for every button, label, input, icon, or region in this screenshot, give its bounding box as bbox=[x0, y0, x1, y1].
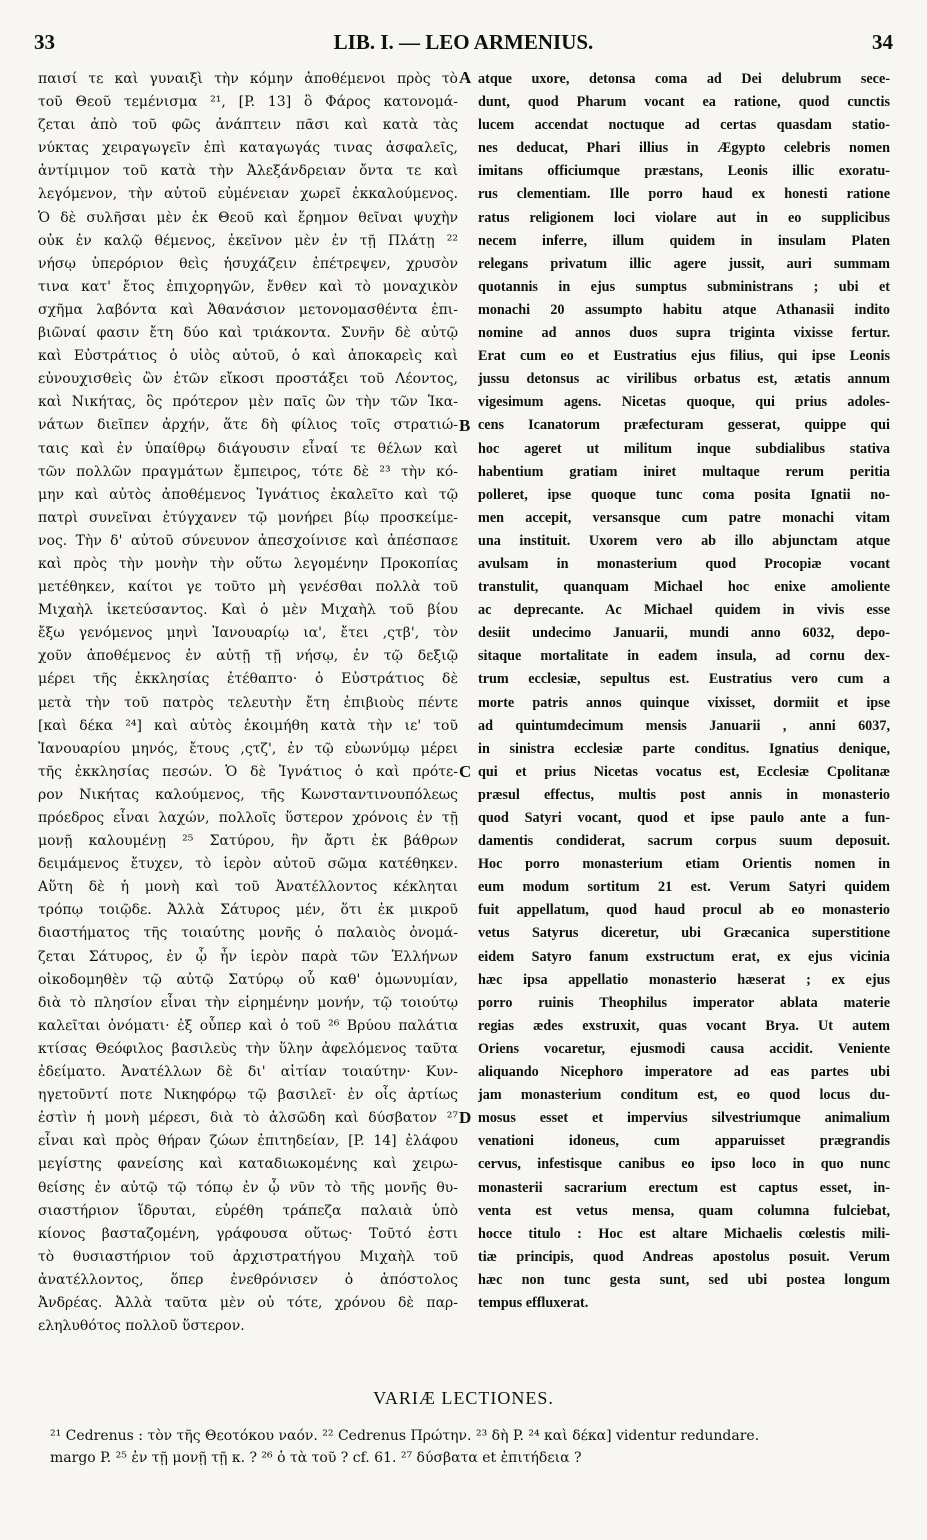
latin-text-line: transtulit, quanquam Michael hoc enixe amoliente bbox=[478, 579, 890, 596]
greek-text-line: μην καὶ αὐτὸς ἀποθέμενος Ἰγνάτιος ἐκαλεῖτο καὶ τῷ bbox=[38, 486, 458, 503]
latin-text-line: polleret, ipse quoque tunc coma posita Ignatii no- bbox=[478, 486, 890, 503]
greek-text-line: λεγόμενον, τὴν αὐτοῦ εὐμένειαν χωρεῖ ἐκκαλούμενος. bbox=[38, 186, 458, 203]
latin-text-line: venta est vetus mensa, quam columna fulciebat, bbox=[478, 1202, 890, 1219]
greek-text-line: ταις καὶ ἐν ὑπαίθρῳ διάγουσιν εἶναί τε θέλων καὶ bbox=[38, 440, 458, 457]
footnote-line: ²¹ Cedrenus : τὸν τῆς Θεοτόκου ναόν. ²² Cedrenus Πρώτην. ²³ δὴ P. ²⁴ καὶ δέκα] videntur redundare. bbox=[50, 1428, 760, 1444]
greek-text-line: τινα κατ' ἔτος ἐπιχορηγῶν, ἔνθεν καὶ τὸ μοναχικὸν bbox=[38, 278, 458, 295]
latin-text-line: imitans officiumque præstans, Leonis illic exoratu- bbox=[478, 163, 890, 180]
greek-text-line: ἀνατέλλοντος, ὅπερ ἐνεθρόνισεν ὁ ἀπόστολος bbox=[38, 1271, 458, 1288]
margin-marker-a: A bbox=[459, 68, 472, 87]
latin-text-line: quod Satyri vocant, quod et ipse paulo ante a fun- bbox=[478, 810, 890, 826]
greek-text-line: Μιχαὴλ ἱκετεύσαντος. Καὶ ὁ μὲν Μιχαὴλ τοῦ βίου bbox=[38, 602, 458, 619]
latin-text-line: in sinistra ecclesiæ parte conditus. Ignatius denique, bbox=[478, 740, 890, 757]
greek-text-line: Αὕτη δὲ ἡ μονὴ καὶ τοῦ Ἀνατέλλοντος κέκληται bbox=[38, 879, 458, 896]
latin-text-line: vigesimum agens. Nicetas quoque, qui prius adoles- bbox=[478, 394, 890, 411]
greek-text-line: παισί τε καὶ γυναιξὶ τὴν κόμην ἀποθέμενοι πρὸς τὸ bbox=[38, 71, 458, 87]
greek-text-line: τῶν πολλῶν πραγμάτων ἔμπειρος, τότε δὲ ²³ τὴν κό- bbox=[38, 463, 458, 480]
greek-text-line: καλεῖται ὀνόματι· ἐξ οὗπερ καὶ ὁ τοῦ ²⁶ Βρύου παλάτια bbox=[38, 1017, 458, 1034]
greek-text-line: εληλυθότος πολλοῦ ὕστερον. bbox=[38, 1318, 245, 1335]
greek-text-line: πρόεδρος εἶναι λαχών, πολλοῖς ὕστερον χρόνοις ἐν τῇ bbox=[38, 810, 458, 826]
greek-text-line: ἀντίμιμον τοῦ κατὰ τὴν Ἀλεξάνδρειαν ὄντα τε καὶ bbox=[38, 163, 458, 180]
latin-text-line: una instituit. Uxorem vero ab illo abjunctam atque bbox=[478, 532, 890, 549]
greek-text-line: θείσης ἐν αὐτῷ τῷ τόπῳ ἐν ᾧ νῦν τὸ τῆς μονῆς θυ- bbox=[38, 1179, 458, 1196]
running-title: LIB. I. — LEO ARMENIUS. bbox=[333, 30, 594, 54]
greek-text-line: ζεται ἀπὸ τοῦ φῶς ἀνάπτειν πᾶσι καὶ κατὰ τὰς bbox=[38, 117, 458, 134]
page-number-left: 33 bbox=[34, 30, 55, 54]
latin-text-line: nomine ad annos duos supra triginta vixisse fertur. bbox=[478, 325, 890, 342]
greek-text-line: ρον Νικήτας καλούμενος, τῆς Κωνσταντινουπόλεως bbox=[38, 786, 458, 803]
greek-text-line: κίονος βασταζομένη, γράφουσα οὕτως· Τοῦτό ἐστι bbox=[38, 1225, 458, 1242]
latin-text-line: jam monasterium conditum est, eo quod locus du- bbox=[478, 1087, 890, 1104]
greek-text-line: νύκτας χειραγωγεῖν ἐπὶ καταγωγάς τινας ἀσφαλεῖς, bbox=[38, 140, 458, 157]
greek-text-line: κτίσας Θεόφιλος βασιλεὺς τὴν ὕλην ἀφελόμενος ταῦτα bbox=[38, 1040, 458, 1057]
greek-text-line: ηγετοῦντί ποτε Νικηφόρῳ τῷ βασιλεῖ· ἐν οἷς ἀρτίως bbox=[38, 1087, 458, 1104]
greek-text-line: οἰκοδομηθὲν τῷ αὐτῷ Σατύρῳ οὗ καθ' ὁμωνυμίαν, bbox=[38, 971, 458, 988]
greek-text-line: εὐνουχισθεὶς ὢν ἐτῶν εἴκοσι προστάξει τοῦ Λέοντος, bbox=[38, 371, 458, 388]
greek-text-line: διαστήματος τῆς τοιαύτης μονῆς ὁ παλαιὸς ὀνομά- bbox=[38, 925, 458, 942]
greek-text-line: τῆς ἐκκλησίας πεσών. Ὁ δὲ Ἰγνάτιος ὁ καὶ πρότε- bbox=[38, 763, 458, 780]
latin-text-line: mosus esset et impervius silvestriumque animalium bbox=[478, 1110, 890, 1127]
latin-text-line: præsul effectus, multis post annis in monasterio bbox=[478, 786, 890, 803]
greek-text-line: Ἰανουαρίου μηνός, ἔτους ,ςτζ', ἐν τῷ εὐωνύμῳ μέρει bbox=[38, 740, 458, 757]
greek-text-line: [καὶ δέκα ²⁴] καὶ αὐτὸς ἐκοιμήθη κατὰ τὴν ιε' τοῦ bbox=[38, 717, 458, 734]
latin-text-line: damentis condiderat, sacrum corpus suum deposuit. bbox=[478, 833, 890, 850]
latin-text-line: tempus effluxerat. bbox=[478, 1294, 589, 1311]
running-header bbox=[34, 30, 893, 66]
latin-column bbox=[478, 68, 890, 1315]
greek-text-line: τὸ θυσιαστήριον τοῦ ἀρχιστρατήγου Μιχαὴλ τοῦ bbox=[38, 1248, 458, 1265]
latin-text-line: dunt, quod Pharum vocant ea ratione, quod cunctis bbox=[478, 94, 890, 111]
margin-marker-c: C bbox=[459, 762, 472, 781]
margin-marker-b: B bbox=[459, 416, 471, 435]
greek-text-line: ἔξω γενόμενος μηνὶ Ἰανουαρίῳ ια', ἔτει ,ςτβ', τὸν bbox=[38, 625, 458, 642]
greek-text-line: δειμάμενος ἔτυχεν, τὸ ἱερὸν αὐτοῦ σῶμα κατέθηκεν. bbox=[38, 856, 458, 873]
footnote-line: margo P. ²⁵ ἐν τῇ μονῇ τῇ κ. ? ²⁶ ὁ τὰ τοῦ ? cf. 61. ²⁷ δύσβατα et ἐπιτήδεια ? bbox=[50, 1450, 582, 1466]
latin-text-line: quotannis in ejus sumptus subministrans ; ubi et bbox=[478, 278, 890, 295]
latin-text-line: ad quintumdecimum mensis Januarii , anni 6037, bbox=[478, 717, 890, 734]
greek-text-line: ἐδείματο. Ἀνατέλλων δὲ δι' αἰτίαν τοιαύτην· Κυν- bbox=[38, 1064, 458, 1081]
latin-text-line: cens Icanatorum præfecturam gesserat, quippe qui bbox=[478, 417, 890, 434]
latin-text-line: eum modum sortitum 21 est. Verum Satyri quidem bbox=[478, 879, 890, 896]
greek-text-line: ἐστὶν ἡ μονὴ μέρεσι, διὰ τὸ ἀλσῶδη καὶ δύσβατον ²⁷ bbox=[38, 1110, 458, 1127]
latin-text-line: hæc ipsa appellatio monasterio hæserat ; ex ejus bbox=[478, 971, 890, 988]
latin-text-line: tiæ principis, quod Andreas apostolus posuit. Verum bbox=[478, 1248, 890, 1265]
latin-text-line: hæc non tunc gesta sunt, sed ubi postea longum bbox=[478, 1271, 890, 1288]
latin-text-line: qui et prius Nicetas vocatus est, Ecclesiæ Cpolitanæ bbox=[478, 763, 890, 780]
greek-text-line: μέρει τῆς ἐκκλησίας ἐτέθαπτο· ὁ Εὐστράτιος δὲ bbox=[38, 671, 458, 688]
latin-text-line: nes deducat, Phari illius in Ægypto celebris nomen bbox=[478, 140, 890, 157]
latin-text-line: Oriens vocaretur, ejusmodi causa accidit. Veniente bbox=[478, 1040, 890, 1057]
greek-text-line: καὶ Νικήτας, ὃς πρότερον μὲν παῖς ὢν τὴν τῶν Ἱκα- bbox=[38, 394, 458, 411]
greek-text-line: σχῆμα λαβόντα καὶ Ἀθανάσιον μετονομασθέντα ἐπι- bbox=[38, 301, 458, 318]
greek-text-line: Ὁ δὲ συλῆσαι μὲν ἐκ Θεοῦ καὶ ἔρημον θεῖναι ψυχὴν bbox=[38, 209, 458, 226]
latin-text-line: jussu detonsus ac virilibus orbatus est, ætatis annum bbox=[478, 371, 890, 388]
latin-text-line: venationi idoneus, cum apparuisset prægrandis bbox=[478, 1133, 890, 1150]
greek-text-line: νάτων διεῖπεν ἀρχήν, ἅτε δὴ φίλιος τοῖς στρατιώ- bbox=[38, 417, 458, 434]
latin-text-line: eidem Satyro fanum exstructum erat, ex ejus vicinia bbox=[478, 948, 890, 965]
greek-text-line: μετέθηκεν, καίτοι γε τοῦτο μὴ γενέσθαι πολλὰ τοῦ bbox=[38, 579, 458, 596]
latin-text-line: sitaque mortalitate in eadem insula, ad cornu dex- bbox=[478, 648, 890, 665]
greek-text-line: σιαστήριον ἵδρυται, εὑρέθη τράπεζα παλαιὰ ὑπὸ bbox=[38, 1202, 458, 1219]
latin-text-line: necem inferre, illum quidem in insulam Platen bbox=[478, 232, 890, 249]
latin-text-line: avulsam in monasterium quod Procopiæ vocant bbox=[478, 555, 890, 572]
latin-text-line: trum ecclesiæ, sepultus est. Eustratius vero cum a bbox=[478, 671, 890, 688]
greek-text-line: μονῇ καλουμένῃ ²⁵ Σατύρου, ἣν ἄρτι ἐκ βάθρων bbox=[38, 833, 458, 850]
greek-text-line: ζεται Σάτυρος, ἐν ᾧ ἦν ἱερὸν παρὰ τῶν Ἑλλήνων bbox=[38, 948, 458, 965]
latin-text-line: rus clementiam. Ille porro haud ex honesti ratione bbox=[478, 186, 890, 203]
latin-text-line: hocce titulo : Hoc est altare Michaelis cœlestis mili- bbox=[478, 1225, 890, 1242]
variae-lectiones-heading: VARIÆ LECTIONES. bbox=[373, 1388, 554, 1408]
latin-text-line: porro ruinis Theophilus imperator ablata materie bbox=[478, 994, 890, 1011]
greek-text-line: καὶ Εὐστράτιος ὁ υἱὸς αὐτοῦ, ὁ καὶ ἀποκαρεὶς καὶ bbox=[38, 348, 458, 365]
greek-text-line: τρόπῳ τοιῷδε. Ἀλλὰ Σάτυρος μέν, ὅτι ἐκ μικροῦ bbox=[38, 902, 458, 919]
latin-text-line: ratus religionem loci violare aut in eo supplicibus bbox=[478, 209, 890, 226]
latin-text-line: relegans privatum illic agere jussit, auri summam bbox=[478, 255, 890, 272]
greek-text-line: πατρὶ συνεῖναι ἐτύγχανεν τῷ μονήρει βίῳ προσκείμε- bbox=[38, 509, 458, 526]
page-number-right: 34 bbox=[872, 30, 893, 54]
greek-text-line: μεγίστης φανείσης καὶ καταδιωκομένης καὶ χειρω- bbox=[38, 1156, 458, 1173]
footnotes bbox=[50, 1425, 893, 1469]
margin-marker-d: D bbox=[459, 1108, 472, 1127]
greek-text-line: χοῦν ἀποθέμενος ἐν αὐτῇ τῇ νήσῳ, ἐν τῷ δεξιῷ bbox=[38, 648, 458, 665]
latin-text-line: desiit undecimo Januarii, mundi anno 6032, depo- bbox=[478, 625, 890, 642]
greek-text-line: καὶ πρὸς τὴν μονὴν τὴν οὕτω λεγομένην Προκοπίας bbox=[38, 555, 458, 572]
latin-text-line: vetus Satyrus diceretur, ubi Græcanica superstitione bbox=[478, 925, 890, 942]
greek-text-line: οὐκ ἐν καλῷ θέμενος, ἐκεῖνον μὲν ἐν τῇ Πλάτῃ ²² bbox=[38, 232, 458, 249]
greek-text-line: Ἀνδρέας. Ἀλλὰ ταῦτα μὲν οὐ τότε, χρόνου δὲ παρ- bbox=[38, 1294, 458, 1311]
greek-text-line: μετὰ τὴν τοῦ πατρὸς τελευτὴν ἔτη ἐπιβιοὺς πέντε bbox=[38, 694, 458, 711]
latin-text-line: Hoc porro monasterium etiam Orientis nomen in bbox=[478, 856, 890, 873]
greek-text-line: διὰ τὸ πλησίον εἶναι τὴν εἰρημένην μονήν, τῷ τοιούτῳ bbox=[38, 994, 458, 1011]
latin-text-line: regias ædes exstruxit, quas vocant Brya. Ut autem bbox=[478, 1017, 890, 1034]
greek-text-line: βιῶναί φασιν ἔτη δύο καὶ τριάκοντα. Συνῆν δὲ αὐτῷ bbox=[38, 325, 458, 342]
latin-text-line: habentium gratiam iniret multaque rerum peritia bbox=[478, 463, 890, 480]
latin-text-line: men accepit, versansque cum patre monachi vitam bbox=[478, 509, 890, 526]
greek-text-line: τοῦ Θεοῦ τεμένισμα ²¹, [P. 13] ὃ Φάρος κατονομά- bbox=[38, 94, 458, 111]
latin-text-line: cervus, infestisque canibus eo ipso loco in quo nunc bbox=[478, 1156, 890, 1173]
greek-column bbox=[38, 68, 458, 1338]
latin-text-line: aliquando Nicephoro imperatore ad eas partes ubi bbox=[478, 1064, 890, 1081]
greek-text-line: εἶναι καὶ πρὸς θήραν ζώων ἐπιτηδείαν, [P. 14] ἐλάφου bbox=[38, 1133, 458, 1150]
latin-text-line: monasterii sacrarium erectum est captus esset, in- bbox=[478, 1179, 890, 1196]
latin-text-line: morte patris annos quinque vixisset, dormiit et ipse bbox=[478, 694, 890, 711]
latin-text-line: hoc ageret ut militum inque subdialibus stativa bbox=[478, 440, 890, 457]
latin-text-line: lucem accendat noctuque ad certas quasdam statio- bbox=[478, 117, 890, 134]
greek-text-line: νήσῳ ὑπερόριον θεὶς ἡσυχάζειν ἐπέτρεψεν, χρυσὸν bbox=[38, 255, 458, 272]
latin-text-line: ac deprecante. Ac Michael quidem in vivis esse bbox=[478, 602, 890, 619]
greek-text-line: νος. Τὴν δ' αὐτοῦ σύνευνον ἀπεσχοίνισε καὶ ἀπέσπασε bbox=[38, 532, 458, 549]
latin-text-line: fuit appellatum, quod haud procul ab eo monasterio bbox=[478, 902, 890, 919]
latin-text-line: atque uxore, detonsa coma ad Dei delubrum sece- bbox=[478, 71, 890, 87]
latin-text-line: Erat cum eo et Eustratius ejus filius, qui ipse Leonis bbox=[478, 348, 890, 365]
latin-text-line: monachi 20 assumpto habitu atque Athanasii indito bbox=[478, 301, 890, 318]
